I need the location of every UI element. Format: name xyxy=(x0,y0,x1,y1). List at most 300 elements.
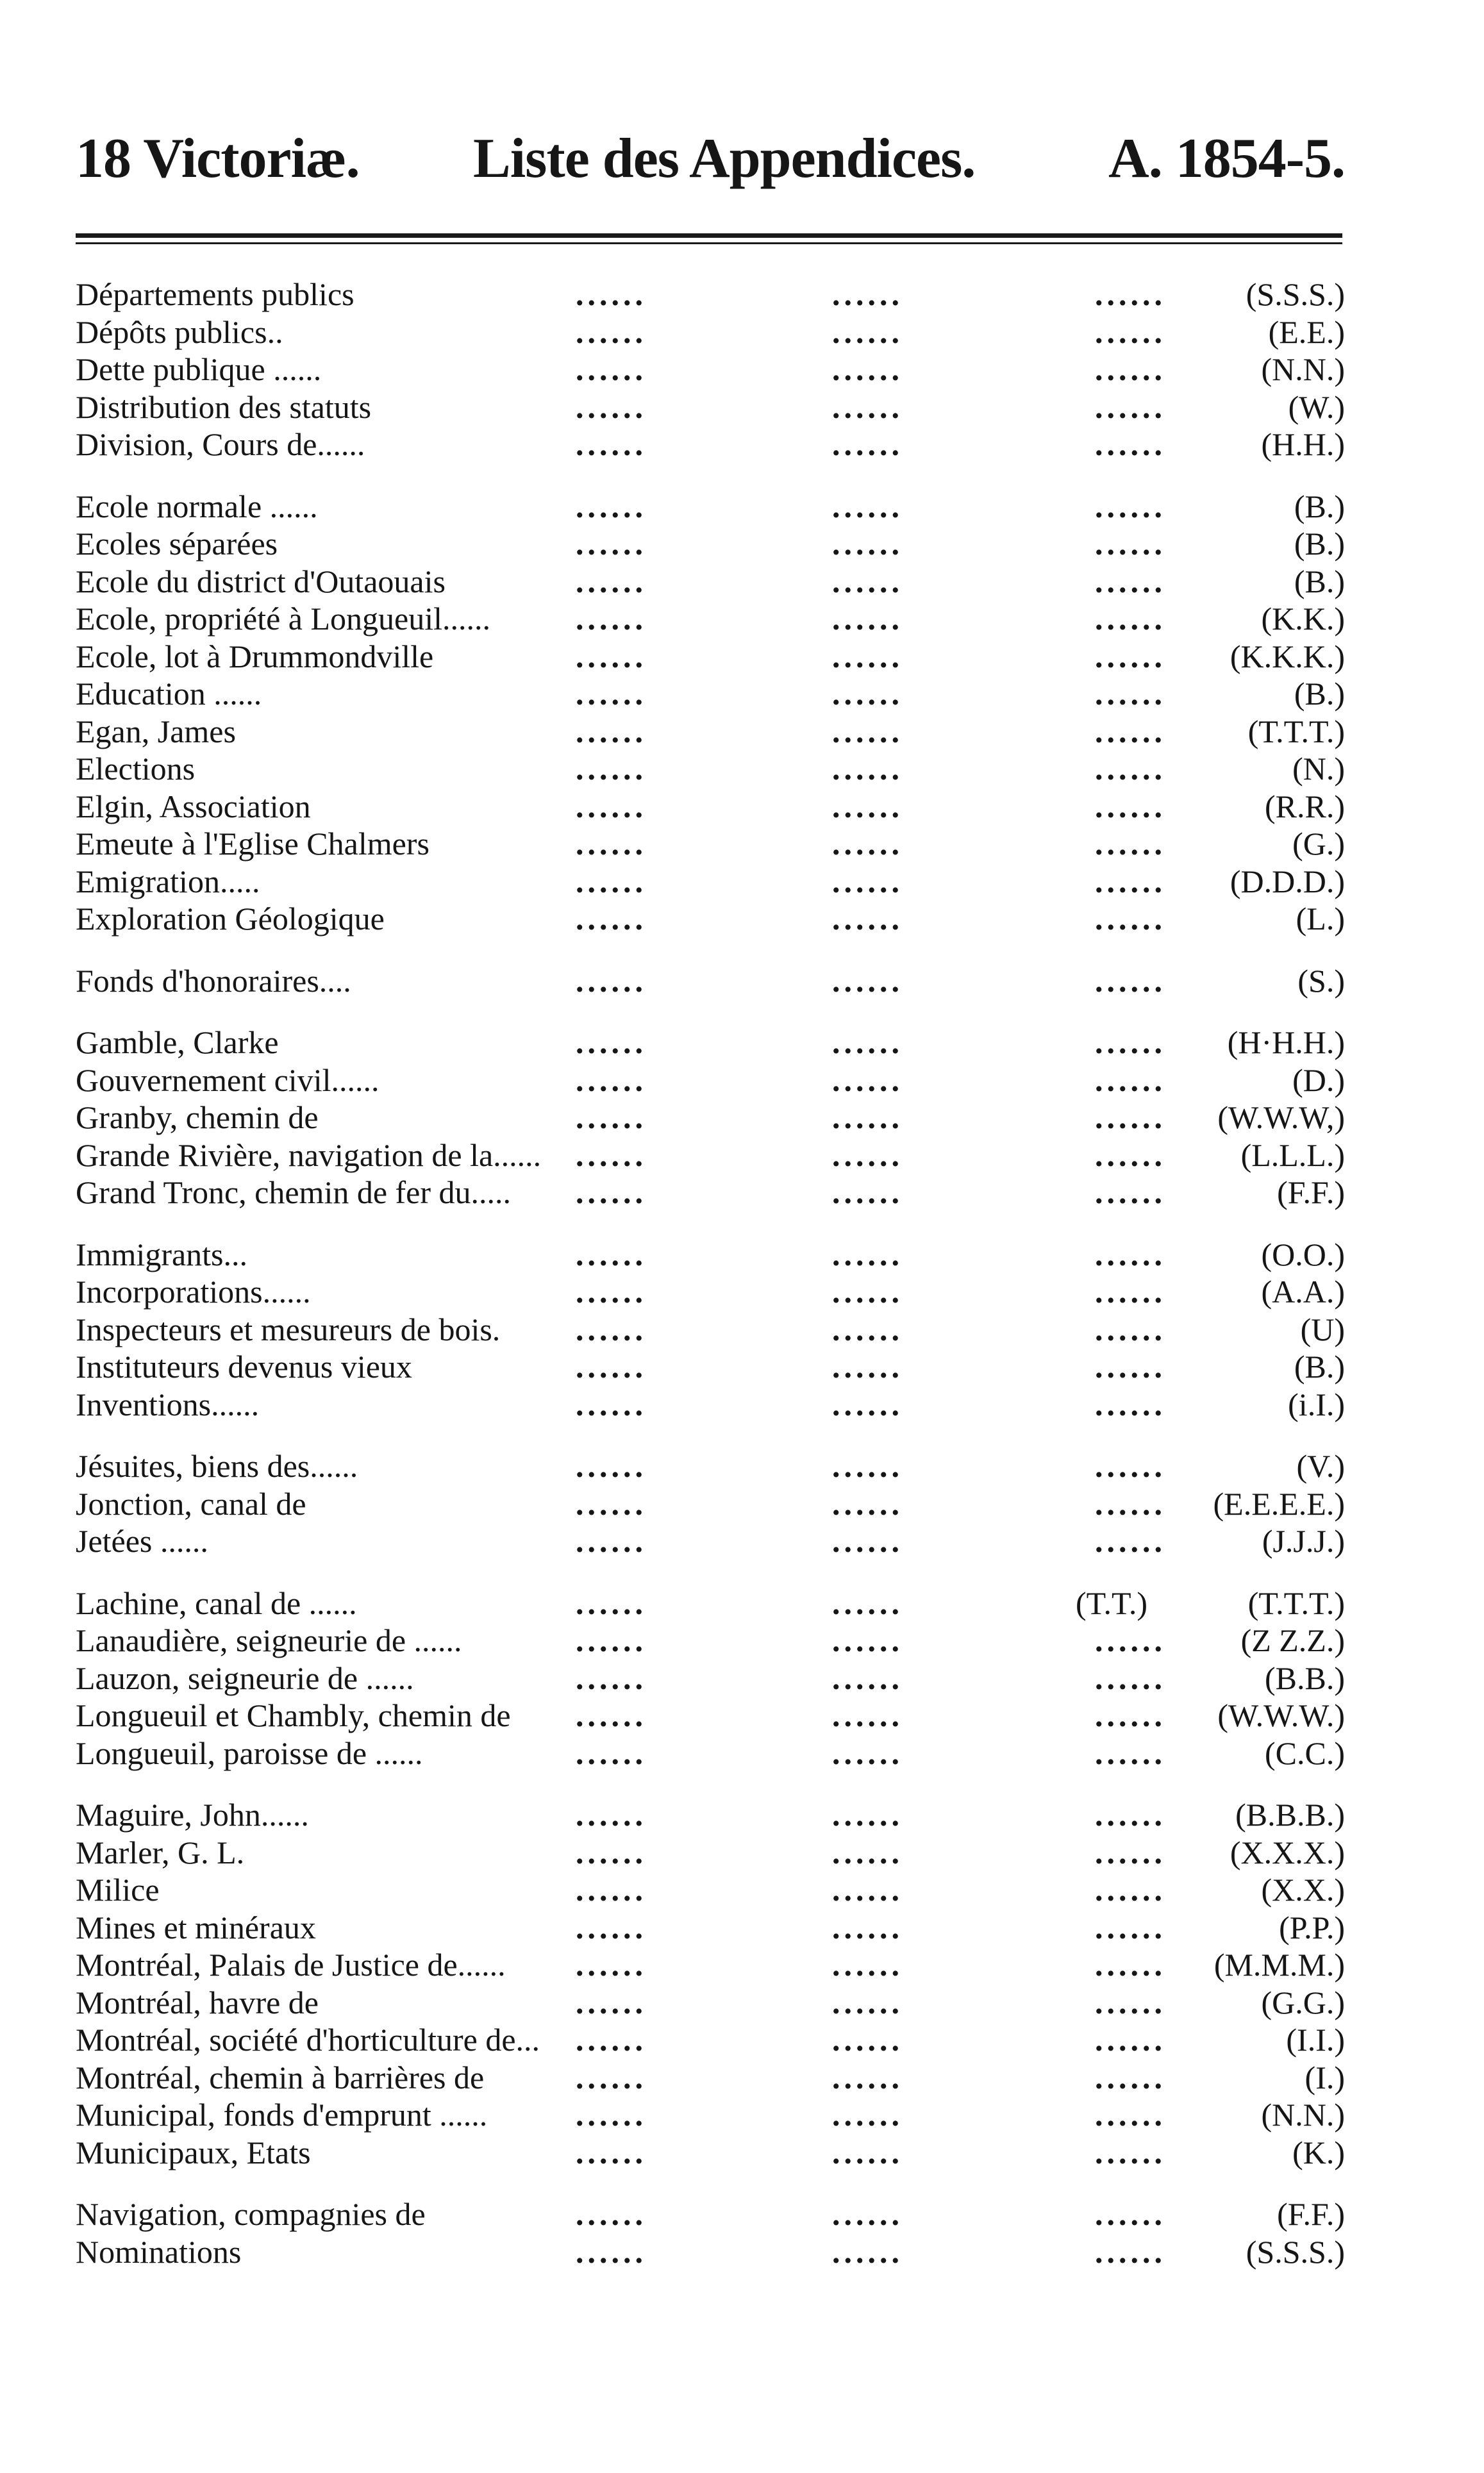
header-rule-thick xyxy=(76,233,1342,238)
dot-leader: ...... xyxy=(576,1099,647,1135)
entry-label: Milice xyxy=(76,1872,160,1908)
dot-leader: ...... xyxy=(576,601,647,637)
dot-leader: ...... xyxy=(576,2097,647,2133)
index-entry xyxy=(76,1174,1345,1212)
entry-reference: (J.J.J.) xyxy=(1262,1523,1345,1559)
entry-label: Marler, G. L. xyxy=(76,1834,245,1870)
entry-reference: (S.) xyxy=(1297,962,1345,999)
dot-leader: ...... xyxy=(576,788,647,824)
index-entry xyxy=(76,1735,1345,1772)
dot-leader: ...... xyxy=(1095,2134,1166,2170)
entry-extra-reference: (T.T.) xyxy=(1076,1585,1147,1621)
entry-reference: (X.X.) xyxy=(1261,1872,1345,1908)
dot-leader: ...... xyxy=(576,426,647,462)
dot-leader: ...... xyxy=(1095,1448,1166,1484)
index-entry xyxy=(76,2195,1345,2233)
entry-label: Egan, James xyxy=(76,713,236,749)
dot-leader: ...... xyxy=(832,1311,903,1347)
entry-label: Distribution des statuts xyxy=(76,388,372,425)
index-entry xyxy=(76,863,1345,901)
entry-label: Jetées ...... xyxy=(76,1523,208,1559)
dot-leader: ...... xyxy=(1095,713,1166,749)
dot-leader: ...... xyxy=(1095,1622,1166,1658)
entry-label: Municipal, fonds d'emprunt ...... xyxy=(76,2097,488,2133)
dot-leader: ...... xyxy=(576,351,647,387)
dot-leader: ...... xyxy=(1095,1735,1166,1771)
index-entry xyxy=(76,2021,1345,2059)
entry-label: Montréal, société d'horticulture de... xyxy=(76,2022,540,2058)
entry-reference: (E.E.) xyxy=(1268,313,1345,350)
entry-reference: (B.) xyxy=(1294,563,1345,599)
index-entry xyxy=(76,825,1345,863)
dot-leader: ...... xyxy=(1095,2022,1166,2058)
dot-leader: ...... xyxy=(576,276,647,312)
dot-leader: ...... xyxy=(1095,488,1166,524)
entry-reference: (B.) xyxy=(1294,488,1345,524)
dot-leader: ...... xyxy=(832,1236,903,1272)
entry-label: Montréal, havre de xyxy=(76,1984,319,2020)
entry-label: Granby, chemin de xyxy=(76,1099,319,1135)
dot-leader: ...... xyxy=(832,863,903,899)
header-year: A. 1854-5. xyxy=(1108,128,1345,190)
dot-leader: ...... xyxy=(576,1349,647,1385)
dot-leader: ...... xyxy=(1095,901,1166,937)
dot-leader: ...... xyxy=(1095,1236,1166,1272)
dot-leader: ...... xyxy=(1095,1947,1166,1983)
dot-leader: ...... xyxy=(576,2196,647,2232)
entry-label: Ecole, lot à Drummondville xyxy=(76,638,434,674)
entry-label: Fonds d'honoraires.... xyxy=(76,962,351,999)
dot-leader: ...... xyxy=(576,826,647,862)
entry-label: Emeute à l'Eglise Chalmers xyxy=(76,826,429,862)
dot-leader: ...... xyxy=(576,1622,647,1658)
entry-reference: (K.) xyxy=(1292,2134,1345,2170)
index-group xyxy=(76,2195,1345,2270)
header-title: Liste des Appendices. xyxy=(473,128,976,190)
dot-leader: ...... xyxy=(832,601,903,637)
entry-reference: (T.T.T.) xyxy=(1247,1585,1345,1621)
entry-label: Navigation, compagnies de xyxy=(76,2196,426,2232)
entry-label: Elgin, Association xyxy=(76,788,311,824)
dot-leader: ...... xyxy=(576,901,647,937)
index-entry xyxy=(76,426,1345,463)
dot-leader: ...... xyxy=(832,751,903,787)
entry-reference: (D.) xyxy=(1292,1062,1345,1098)
entry-reference: (S.S.S.) xyxy=(1246,276,1345,312)
dot-leader: ...... xyxy=(832,1099,903,1135)
entry-reference: (R.R.) xyxy=(1265,788,1345,824)
dot-leader: ...... xyxy=(576,1947,647,1983)
index-entry xyxy=(76,1946,1345,1984)
index-entry xyxy=(76,1909,1345,1947)
dot-leader: ...... xyxy=(832,388,903,425)
entry-reference: (F.F.) xyxy=(1277,2196,1345,2232)
dot-leader: ...... xyxy=(1095,1984,1166,2020)
entry-label: Elections xyxy=(76,751,196,787)
dot-leader: ...... xyxy=(1095,751,1166,787)
dot-leader: ...... xyxy=(832,1174,903,1210)
group-spacer xyxy=(76,1560,1345,1585)
dot-leader: ...... xyxy=(832,426,903,462)
dot-leader: ...... xyxy=(1095,426,1166,462)
dot-leader: ...... xyxy=(1095,276,1166,312)
dot-leader: ...... xyxy=(1095,863,1166,899)
dot-leader: ...... xyxy=(832,1349,903,1385)
dot-leader: ...... xyxy=(1095,1099,1166,1135)
index-entry xyxy=(76,563,1345,601)
entry-reference: (i.I.) xyxy=(1288,1386,1345,1422)
dot-leader: ...... xyxy=(1095,1872,1166,1908)
entry-label: Ecole, propriété à Longueuil...... xyxy=(76,601,490,637)
entry-reference: (C.C.) xyxy=(1265,1735,1345,1771)
index-entry xyxy=(76,788,1345,826)
dot-leader: ...... xyxy=(1095,1797,1166,1833)
dot-leader: ...... xyxy=(576,1909,647,1945)
index-group xyxy=(76,1236,1345,1424)
dot-leader: ...... xyxy=(832,1062,903,1098)
entry-reference: (W.W.W.) xyxy=(1217,1697,1345,1733)
index-entry xyxy=(76,1796,1345,1834)
dot-leader: ...... xyxy=(1095,351,1166,387)
dot-leader: ...... xyxy=(832,1448,903,1484)
entry-reference: (I.I.) xyxy=(1286,2022,1345,2058)
dot-leader: ...... xyxy=(832,2059,903,2095)
entry-reference: (F.F.) xyxy=(1277,1174,1345,1210)
index-entry xyxy=(76,351,1345,388)
index-entry xyxy=(76,1485,1345,1523)
dot-leader: ...... xyxy=(576,1697,647,1733)
page-header xyxy=(76,121,1345,197)
entry-label: Municipaux, Etats xyxy=(76,2134,311,2170)
entry-reference: (L.L.L.) xyxy=(1240,1137,1345,1173)
entry-label: Gouvernement civil...... xyxy=(76,1062,379,1098)
index-entry xyxy=(76,1522,1345,1560)
index-entry xyxy=(76,1236,1345,1274)
entry-label: Incorporations...... xyxy=(76,1274,311,1310)
entry-label: Exploration Géologique xyxy=(76,901,385,937)
entry-reference: (N.N.) xyxy=(1261,2097,1345,2133)
entry-reference: (O.O.) xyxy=(1261,1236,1345,1272)
dot-leader: ...... xyxy=(1095,1523,1166,1559)
entry-reference: (N.N.) xyxy=(1261,351,1345,387)
dot-leader: ...... xyxy=(832,1523,903,1559)
dot-leader: ...... xyxy=(576,313,647,350)
dot-leader: ...... xyxy=(832,1024,903,1060)
dot-leader: ...... xyxy=(1095,1660,1166,1696)
dot-leader: ...... xyxy=(832,488,903,524)
dot-leader: ...... xyxy=(1095,1834,1166,1870)
entry-label: Grande Rivière, navigation de la...... xyxy=(76,1137,542,1173)
dot-leader: ...... xyxy=(832,1274,903,1310)
dot-leader: ...... xyxy=(576,1485,647,1522)
dot-leader: ...... xyxy=(576,1236,647,1272)
dot-leader: ...... xyxy=(1095,826,1166,862)
dot-leader: ...... xyxy=(576,2233,647,2270)
dot-leader: ...... xyxy=(832,2196,903,2232)
entry-reference: (I.) xyxy=(1305,2059,1345,2095)
dot-leader: ...... xyxy=(832,1660,903,1696)
index-entry xyxy=(76,276,1345,313)
dot-leader: ...... xyxy=(832,1872,903,1908)
index-group xyxy=(76,488,1345,938)
dot-leader: ...... xyxy=(1095,1062,1166,1098)
entry-label: Nominations xyxy=(76,2233,242,2270)
dot-leader: ...... xyxy=(576,526,647,562)
dot-leader: ...... xyxy=(576,1386,647,1422)
entry-reference: (S.S.S.) xyxy=(1246,2233,1345,2270)
dot-leader: ...... xyxy=(576,2059,647,2095)
index-entry xyxy=(76,2134,1345,2172)
entry-reference: (W.) xyxy=(1288,388,1345,425)
entry-reference: (M.M.M.) xyxy=(1213,1947,1345,1983)
entry-label: Grand Tronc, chemin de fer du..... xyxy=(76,1174,512,1210)
index-entry xyxy=(76,600,1345,638)
dot-leader: ...... xyxy=(832,1585,903,1621)
index-entry xyxy=(76,2059,1345,2097)
index-group xyxy=(76,1585,1345,1772)
dot-leader: ...... xyxy=(832,1797,903,1833)
index-entry xyxy=(76,1386,1345,1424)
dot-leader: ...... xyxy=(576,1660,647,1696)
group-spacer xyxy=(76,1772,1345,1796)
dot-leader: ...... xyxy=(576,1311,647,1347)
index-entry xyxy=(76,1024,1345,1062)
index-group xyxy=(76,1024,1345,1212)
entry-label: Jésuites, biens des...... xyxy=(76,1448,358,1484)
entry-reference: (U) xyxy=(1300,1311,1345,1347)
entry-label: Inspecteurs et mesureurs de bois. xyxy=(76,1311,501,1347)
dot-leader: ...... xyxy=(832,313,903,350)
entry-reference: (V.) xyxy=(1296,1448,1345,1484)
entry-label: Mines et minéraux xyxy=(76,1909,316,1945)
dot-leader: ...... xyxy=(1095,526,1166,562)
index-entry xyxy=(76,2096,1345,2134)
index-entry xyxy=(76,750,1345,788)
dot-leader: ...... xyxy=(1095,1311,1166,1347)
dot-leader: ...... xyxy=(576,1797,647,1833)
entry-label: Montréal, chemin à barrières de xyxy=(76,2059,485,2095)
index-entry xyxy=(76,638,1345,676)
entry-reference: (P.P.) xyxy=(1279,1909,1345,1945)
dot-leader: ...... xyxy=(576,1984,647,2020)
index-entry xyxy=(76,1062,1345,1099)
index-entry xyxy=(76,1447,1345,1485)
entry-reference: (L.) xyxy=(1296,901,1345,937)
entry-reference: (B.) xyxy=(1294,1349,1345,1385)
index-entry xyxy=(76,1622,1345,1660)
dot-leader: ...... xyxy=(832,563,903,599)
dot-leader: ...... xyxy=(832,1137,903,1173)
entry-reference: (W.W.W,) xyxy=(1217,1099,1345,1135)
dot-leader: ...... xyxy=(832,826,903,862)
dot-leader: ...... xyxy=(576,962,647,999)
dot-leader: ...... xyxy=(576,1274,647,1310)
index-entry xyxy=(76,1273,1345,1311)
index-entry xyxy=(76,1697,1345,1735)
index-entry xyxy=(76,713,1345,751)
dot-leader: ...... xyxy=(576,1523,647,1559)
dot-leader: ...... xyxy=(576,563,647,599)
entry-reference: (B.B.B.) xyxy=(1235,1797,1345,1833)
index-entry xyxy=(76,1099,1345,1137)
dot-leader: ...... xyxy=(832,1485,903,1522)
dot-leader: ...... xyxy=(1095,1024,1166,1060)
group-spacer xyxy=(76,463,1345,488)
entry-reference: (N.) xyxy=(1292,751,1345,787)
index-entry xyxy=(76,1871,1345,1909)
dot-leader: ...... xyxy=(832,1697,903,1733)
entry-label: Gamble, Clarke xyxy=(76,1024,279,1060)
entry-label: Inventions...... xyxy=(76,1386,260,1422)
entry-reference: (Z Z.Z.) xyxy=(1240,1622,1345,1658)
dot-leader: ...... xyxy=(1095,1274,1166,1310)
index-entry xyxy=(76,388,1345,426)
entry-label: Montréal, Palais de Justice de...... xyxy=(76,1947,506,1983)
entry-label: Longueuil et Chambly, chemin de xyxy=(76,1697,511,1733)
entry-label: Dette publique ...... xyxy=(76,351,322,387)
entry-label: Maguire, John...... xyxy=(76,1797,309,1833)
appendix-index-list xyxy=(76,276,1345,2270)
dot-leader: ...... xyxy=(576,751,647,787)
dot-leader: ...... xyxy=(832,962,903,999)
dot-leader: ...... xyxy=(576,2022,647,2058)
page-margin-specks xyxy=(962,2410,1462,2449)
entry-label: Division, Cours de...... xyxy=(76,426,365,462)
index-entry xyxy=(76,525,1345,563)
entry-reference: (K.K.) xyxy=(1261,601,1345,637)
dot-leader: ...... xyxy=(576,388,647,425)
entry-reference: (K.K.K.) xyxy=(1230,638,1345,674)
entry-reference: (D.D.D.) xyxy=(1230,863,1345,899)
dot-leader: ...... xyxy=(832,1984,903,2020)
dot-leader: ...... xyxy=(576,1448,647,1484)
entry-reference: (T.T.T.) xyxy=(1247,713,1345,749)
dot-leader: ...... xyxy=(576,1137,647,1173)
dot-leader: ...... xyxy=(1095,2059,1166,2095)
index-entry xyxy=(76,900,1345,938)
dot-leader: ...... xyxy=(576,713,647,749)
dot-leader: ...... xyxy=(1095,788,1166,824)
dot-leader: ...... xyxy=(1095,313,1166,350)
index-group xyxy=(76,1796,1345,2171)
dot-leader: ...... xyxy=(576,676,647,712)
entry-reference: (H.H.) xyxy=(1261,426,1345,462)
dot-leader: ...... xyxy=(1095,1137,1166,1173)
index-group xyxy=(76,276,1345,463)
dot-leader: ...... xyxy=(832,2134,903,2170)
entry-label: Immigrants... xyxy=(76,1236,248,1272)
dot-leader: ...... xyxy=(832,276,903,312)
dot-leader: ...... xyxy=(1095,1697,1166,1733)
index-entry xyxy=(76,1585,1345,1622)
dot-leader: ...... xyxy=(576,1174,647,1210)
dot-leader: ...... xyxy=(1095,1909,1166,1945)
entry-label: Départements publics xyxy=(76,276,354,312)
dot-leader: ...... xyxy=(1095,1174,1166,1210)
entry-label: Emigration..... xyxy=(76,863,260,899)
dot-leader: ...... xyxy=(832,2233,903,2270)
entry-label: Education ...... xyxy=(76,676,262,712)
index-entry xyxy=(76,313,1345,351)
entry-reference: (X.X.X.) xyxy=(1230,1834,1345,1870)
dot-leader: ...... xyxy=(832,901,903,937)
index-group xyxy=(76,1447,1345,1560)
dot-leader: ...... xyxy=(832,638,903,674)
dot-leader: ...... xyxy=(576,2134,647,2170)
dot-leader: ...... xyxy=(832,1834,903,1870)
dot-leader: ...... xyxy=(832,2097,903,2133)
entry-label: Longueuil, paroisse de ...... xyxy=(76,1735,423,1771)
dot-leader: ...... xyxy=(576,863,647,899)
header-session: 18 Victoriæ. xyxy=(76,128,360,190)
entry-reference: (B.) xyxy=(1294,676,1345,712)
entry-label: Ecole normale ...... xyxy=(76,488,318,524)
dot-leader: ...... xyxy=(1095,1485,1166,1522)
dot-leader: ...... xyxy=(1095,1349,1166,1385)
dot-leader: ...... xyxy=(832,713,903,749)
dot-leader: ...... xyxy=(576,488,647,524)
dot-leader: ...... xyxy=(1095,601,1166,637)
index-entry xyxy=(76,1311,1345,1349)
dot-leader: ...... xyxy=(1095,563,1166,599)
dot-leader: ...... xyxy=(576,1834,647,1870)
index-entry xyxy=(76,1137,1345,1174)
index-group xyxy=(76,962,1345,1000)
dot-leader: ...... xyxy=(832,1622,903,1658)
dot-leader: ...... xyxy=(832,1909,903,1945)
dot-leader: ...... xyxy=(576,1735,647,1771)
index-entry xyxy=(76,488,1345,526)
entry-label: Lanaudière, seigneurie de ...... xyxy=(76,1622,462,1658)
entry-label: Jonction, canal de xyxy=(76,1485,306,1522)
entry-reference: (G.) xyxy=(1292,826,1345,862)
dot-leader: ...... xyxy=(1095,1386,1166,1422)
group-spacer xyxy=(76,2171,1345,2195)
entry-label: Lauzon, seigneurie de ...... xyxy=(76,1660,414,1696)
dot-leader: ...... xyxy=(832,351,903,387)
dot-leader: ...... xyxy=(832,1735,903,1771)
dot-leader: ...... xyxy=(832,788,903,824)
entry-reference: (H·H.H.) xyxy=(1227,1024,1345,1060)
entry-label: Ecoles séparées xyxy=(76,526,278,562)
dot-leader: ...... xyxy=(576,1585,647,1621)
group-spacer xyxy=(76,938,1345,962)
index-entry xyxy=(76,2233,1345,2271)
entry-reference: (B.B.) xyxy=(1265,1660,1345,1696)
entry-label: Ecole du district d'Outaouais xyxy=(76,563,446,599)
entry-reference: (B.) xyxy=(1294,526,1345,562)
entry-reference: (A.A.) xyxy=(1261,1274,1345,1310)
dot-leader: ...... xyxy=(1095,2233,1166,2270)
dot-leader: ...... xyxy=(832,676,903,712)
dot-leader: ...... xyxy=(576,1872,647,1908)
dot-leader: ...... xyxy=(1095,676,1166,712)
group-spacer xyxy=(76,999,1345,1024)
index-entry xyxy=(76,1348,1345,1386)
dot-leader: ...... xyxy=(1095,388,1166,425)
index-entry xyxy=(76,962,1345,1000)
dot-leader: ...... xyxy=(1095,962,1166,999)
index-entry xyxy=(76,675,1345,713)
dot-leader: ...... xyxy=(576,1024,647,1060)
dot-leader: ...... xyxy=(832,1386,903,1422)
dot-leader: ...... xyxy=(1095,638,1166,674)
entry-reference: (E.E.E.E.) xyxy=(1213,1485,1345,1522)
dot-leader: ...... xyxy=(576,638,647,674)
entry-reference: (G.G.) xyxy=(1261,1984,1345,2020)
entry-label: Instituteurs devenus vieux xyxy=(76,1349,412,1385)
dot-leader: ...... xyxy=(832,2022,903,2058)
